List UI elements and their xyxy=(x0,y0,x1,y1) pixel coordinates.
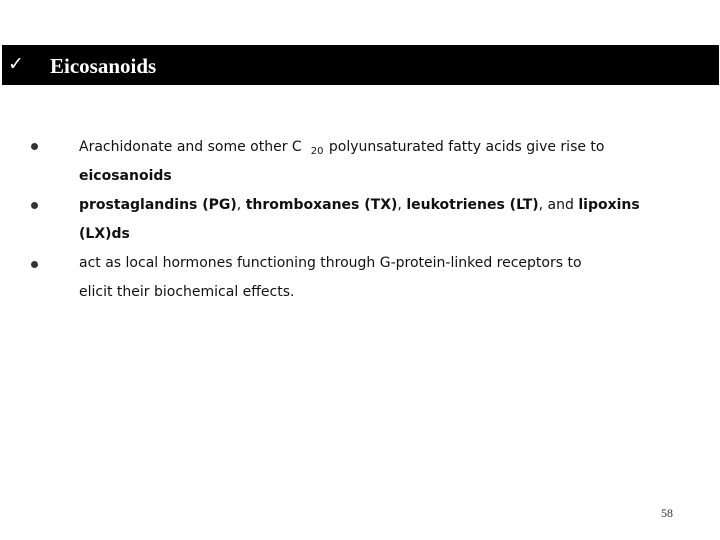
term-thromboxanes: thromboxanes (TX) xyxy=(245,197,398,213)
bullet-1-subscript: 20 xyxy=(310,146,324,157)
term-lipoxins: lipoxins xyxy=(578,197,640,213)
bullet-3-line-2: elicit their biochemical effects. xyxy=(79,284,295,300)
separator: , and xyxy=(538,197,579,213)
bullet-1-text-suffix: polyunsaturated fatty acids give rise to xyxy=(328,139,605,155)
term-prostaglandins: prostaglandins (PG) xyxy=(79,197,237,213)
title-bar xyxy=(2,45,719,85)
bullet-2-line-2: (LX)ds xyxy=(79,226,130,242)
page-number: 58 xyxy=(661,506,673,520)
term-leukotrienes: leukotrienes (LT) xyxy=(406,197,539,213)
bullet-1-text-prefix: Arachidonate and some other C xyxy=(79,139,302,155)
bullet-2-line-1 xyxy=(79,196,640,214)
bullet-1-line-1 xyxy=(79,138,604,158)
bullet-1-line-2: eicosanoids xyxy=(79,168,172,184)
slide-title: Eicosanoids xyxy=(50,54,157,78)
bullet-dot-icon xyxy=(31,143,38,150)
separator: , xyxy=(236,197,246,213)
separator: , xyxy=(397,197,407,213)
bullet-dot-icon xyxy=(31,261,38,268)
bullet-3-line-1: act as local hormones functioning through G-protein-linked receptors to xyxy=(79,255,582,271)
checkmark-icon: ✓ xyxy=(8,53,24,75)
bullet-dot-icon xyxy=(31,202,38,209)
